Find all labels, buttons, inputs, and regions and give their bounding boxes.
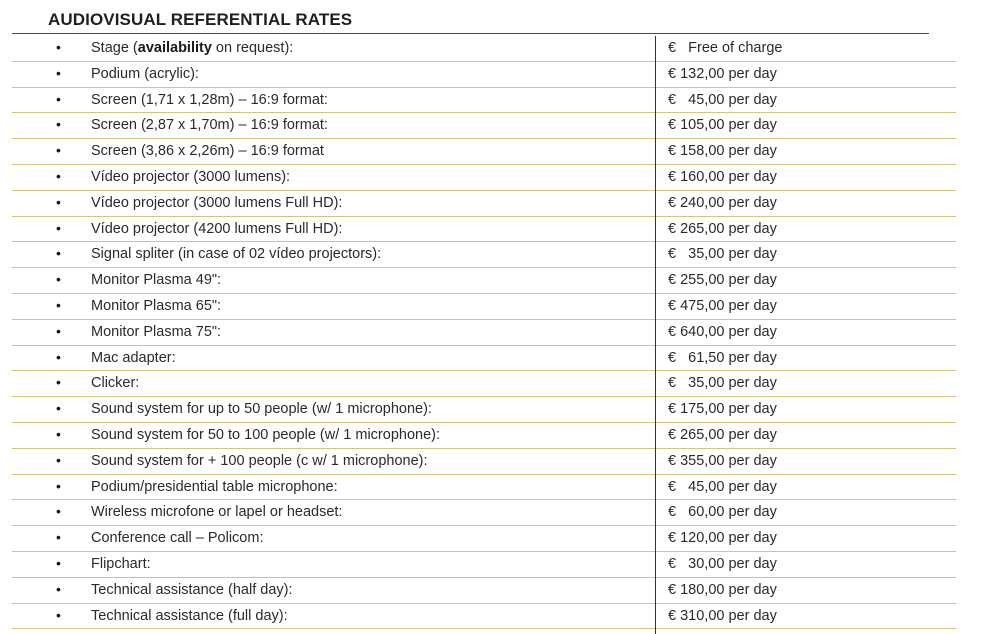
bullet-icon: • xyxy=(56,477,61,494)
rate-item-label: Podium/presidential table microphone: xyxy=(91,478,338,495)
rate-item-label: Sound system for 50 to 100 people (w/ 1 microphone): xyxy=(91,426,440,443)
rate-price: € 45,00 per day xyxy=(668,478,777,495)
rate-row xyxy=(12,191,956,217)
rate-item-label xyxy=(91,40,293,56)
bullet-icon: • xyxy=(56,219,61,236)
rate-row xyxy=(12,526,956,552)
rate-item-label: Clicker: xyxy=(91,375,140,392)
bullet-icon: • xyxy=(56,503,61,520)
rate-price: € 265,00 per day xyxy=(668,426,777,443)
bullet-icon: • xyxy=(56,296,61,313)
rate-row xyxy=(12,397,956,423)
rate-item-label-suffix: on request): xyxy=(211,40,294,56)
bullet-icon: • xyxy=(56,348,61,365)
bullet-icon: • xyxy=(56,580,61,597)
bullet-icon: • xyxy=(56,451,61,468)
rate-price: € 61,50 per day xyxy=(668,349,777,366)
rate-price: € 175,00 per day xyxy=(668,401,777,418)
rate-item-label: Vídeo projector (3000 lumens): xyxy=(91,168,291,185)
rate-price: € 158,00 per day xyxy=(668,143,777,160)
rate-item-label: Sound system for up to 50 people (w/ 1 microphone): xyxy=(91,401,432,418)
bullet-icon: • xyxy=(56,374,61,391)
rate-item-label: Monitor Plasma 49": xyxy=(91,272,222,289)
rate-row xyxy=(12,371,956,397)
rate-item-label: Technical assistance (half day): xyxy=(91,581,293,598)
rate-item-label: Screen (3,86 x 2,26m) – 16:9 format xyxy=(91,143,324,160)
rate-item-label: Screen (1,71 x 1,28m) – 16:9 format: xyxy=(91,91,328,108)
bullet-icon: • xyxy=(56,271,61,288)
rate-price: € 160,00 per day xyxy=(668,168,777,185)
rate-item-label: Vídeo projector (3000 lumens Full HD): xyxy=(91,194,343,211)
rate-row xyxy=(12,268,956,294)
rate-row xyxy=(12,217,956,243)
rate-price: € 132,00 per day xyxy=(668,65,777,82)
rate-row xyxy=(12,88,956,114)
rate-row xyxy=(12,139,956,165)
rate-item-label: Sound system for + 100 people (c w/ 1 microphone): xyxy=(91,452,428,469)
bullet-icon: • xyxy=(56,142,61,159)
rate-price: € Free of charge xyxy=(668,40,783,56)
bullet-icon: • xyxy=(56,400,61,417)
bullet-icon: • xyxy=(56,90,61,107)
bullet-icon: • xyxy=(56,529,61,546)
rate-price: € 475,00 per day xyxy=(668,297,777,314)
bullet-icon: • xyxy=(56,167,61,184)
bullet-icon: • xyxy=(56,193,61,210)
bullet-icon: • xyxy=(56,64,61,81)
rate-row xyxy=(12,552,956,578)
rate-item-label: Signal spliter (in case of 02 vídeo projectors): xyxy=(91,246,382,263)
rate-price: € 255,00 per day xyxy=(668,272,777,289)
rate-row xyxy=(12,578,956,604)
rate-item-label: Flipchart: xyxy=(91,555,151,572)
rate-price: € 45,00 per day xyxy=(668,91,777,108)
rate-price: € 640,00 per day xyxy=(668,323,777,340)
rate-row xyxy=(12,242,956,268)
bullet-icon: • xyxy=(56,425,61,442)
bullet-icon: • xyxy=(56,606,61,623)
rate-item-label: Monitor Plasma 65": xyxy=(91,297,222,314)
rate-row xyxy=(12,500,956,526)
rate-row xyxy=(12,36,956,62)
rate-row xyxy=(12,294,956,320)
bullet-icon: • xyxy=(56,116,61,133)
rate-row xyxy=(12,320,956,346)
rate-row xyxy=(12,62,956,88)
rate-row xyxy=(12,475,956,501)
bullet-icon: • xyxy=(56,39,61,55)
bullet-icon: • xyxy=(56,554,61,571)
rate-row xyxy=(12,449,956,475)
page-title: AUDIOVISUAL REFERENTIAL RATES xyxy=(48,10,353,29)
rate-price: € 310,00 per day xyxy=(668,607,777,624)
rates-table xyxy=(12,36,956,629)
rate-item-label-emphasis: availability xyxy=(137,40,212,56)
rate-price: € 35,00 per day xyxy=(668,375,777,392)
rate-price: € 105,00 per day xyxy=(668,117,777,134)
rate-price: € 35,00 per day xyxy=(668,246,777,263)
rate-item-label: Vídeo projector (4200 lumens Full HD): xyxy=(91,220,343,237)
rate-item-label: Technical assistance (full day): xyxy=(91,607,288,624)
title-underline xyxy=(12,33,929,34)
rate-item-label: Wireless microfone or lapel or headset: xyxy=(91,504,343,521)
rate-item-label: Conference call – Policom: xyxy=(91,530,264,547)
rate-price: € 265,00 per day xyxy=(668,220,777,237)
rate-price: € 240,00 per day xyxy=(668,194,777,211)
rate-price: € 60,00 per day xyxy=(668,504,777,521)
rate-item-label: Monitor Plasma 75": xyxy=(91,323,222,340)
rate-row xyxy=(12,423,956,449)
rate-item-label: Mac adapter: xyxy=(91,349,176,366)
rate-price: € 355,00 per day xyxy=(668,452,777,469)
rate-row xyxy=(12,604,956,630)
bullet-icon: • xyxy=(56,322,61,339)
rate-item-label: Podium (acrylic): xyxy=(91,65,199,82)
bullet-icon: • xyxy=(56,245,61,262)
rate-price: € 120,00 per day xyxy=(668,530,777,547)
rate-row xyxy=(12,165,956,191)
column-divider xyxy=(655,36,656,634)
rate-item-label-prefix: Stage ( xyxy=(91,40,138,56)
rate-price: € 180,00 per day xyxy=(668,581,777,598)
rate-item-label: Screen (2,87 x 1,70m) – 16:9 format: xyxy=(91,117,328,134)
rate-row xyxy=(12,346,956,372)
rate-row xyxy=(12,113,956,139)
rate-price: € 30,00 per day xyxy=(668,555,777,572)
